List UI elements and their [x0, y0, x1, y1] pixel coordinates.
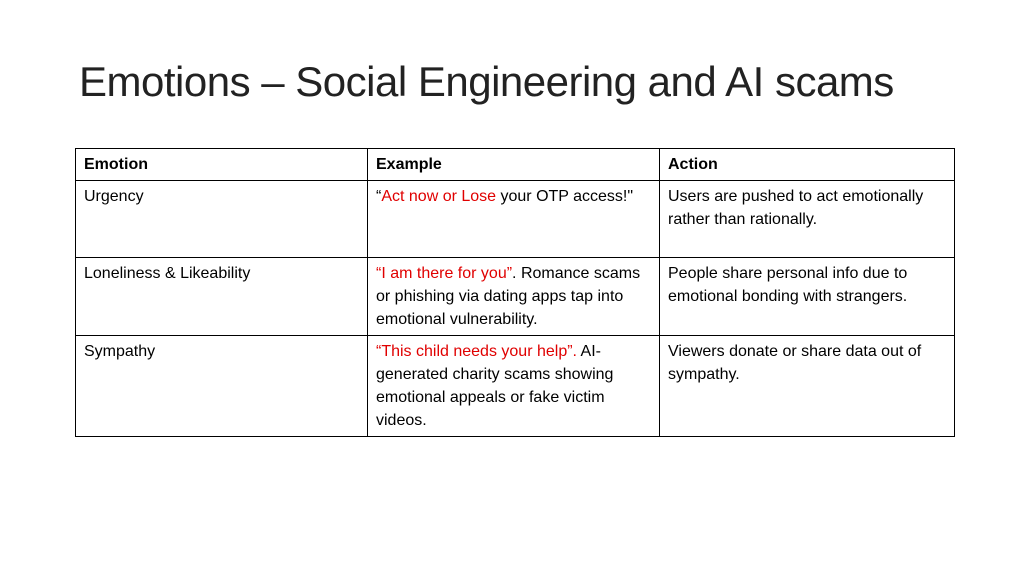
- action-cell: Viewers donate or share data out of sympathy.: [660, 336, 955, 437]
- action-cell: People share personal info due to emotional bonding with strangers.: [660, 258, 955, 336]
- header-example: Example: [368, 149, 660, 181]
- table-row: [76, 336, 955, 437]
- emotion-cell: Loneliness & Likeability: [76, 258, 368, 336]
- example-open-quote: “: [376, 188, 382, 205]
- header-emotion: Emotion: [76, 149, 368, 181]
- example-cell: [368, 181, 660, 258]
- example-cell: [368, 336, 660, 437]
- example-text: your OTP access!": [496, 188, 634, 205]
- table-row: [76, 258, 955, 336]
- example-highlight: “I am there for you”: [376, 265, 513, 282]
- example-text: . Romance scams or phishing via dating apps tap into emotional vulnerability.: [376, 265, 641, 328]
- table-header-row: [76, 149, 955, 181]
- action-cell: Users are pushed to act emotionally rather than rationally.: [660, 181, 955, 258]
- example-cell: [368, 258, 660, 336]
- example-highlight: “This child needs your help”.: [376, 343, 577, 360]
- header-action: Action: [660, 149, 955, 181]
- slide-title: Emotions – Social Engineering and AI scams: [79, 58, 894, 105]
- emotion-cell: Urgency: [76, 181, 368, 258]
- example-text: AI-generated charity scams showing emotional appeals or fake victim videos.: [376, 343, 614, 429]
- table-row: [76, 181, 955, 258]
- emotions-table: [75, 148, 955, 437]
- emotion-cell: Sympathy: [76, 336, 368, 437]
- example-highlight: Act now or Lose: [381, 188, 497, 205]
